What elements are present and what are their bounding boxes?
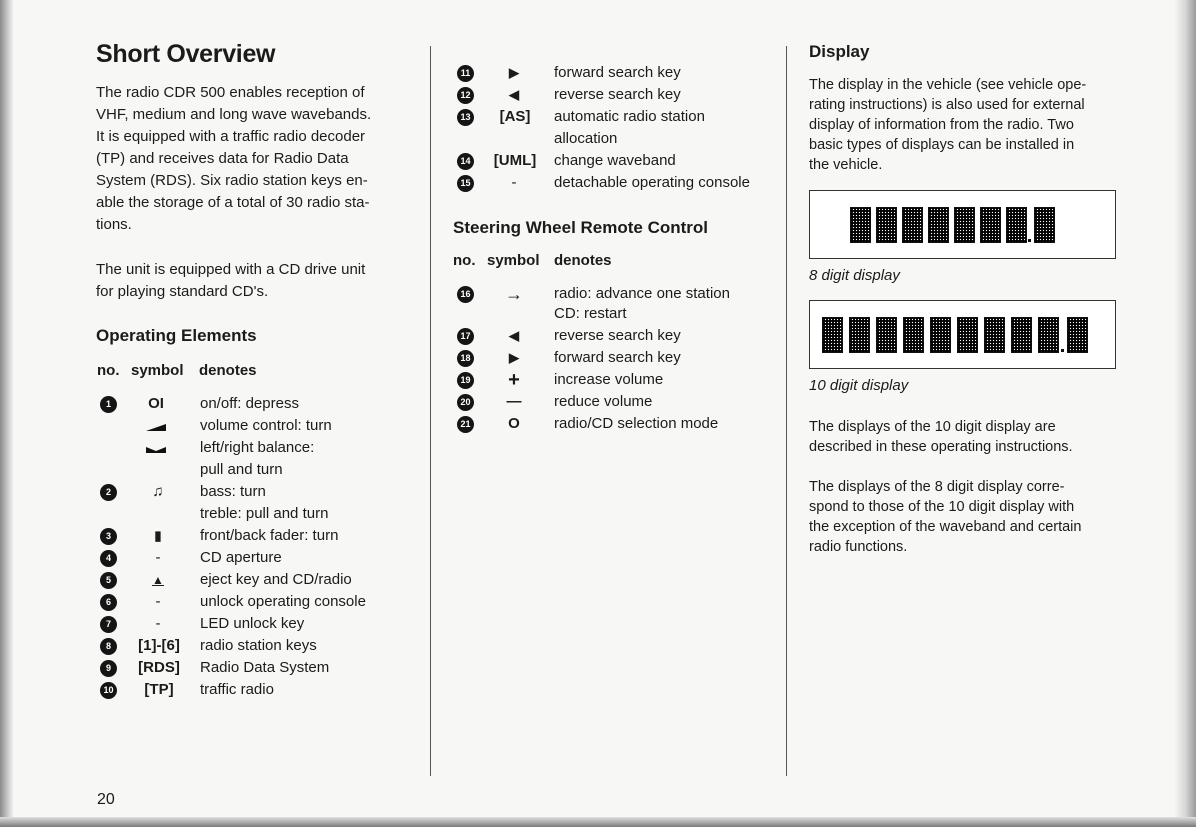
decimal-point [1061, 349, 1064, 352]
fader-icon: ▮ [154, 528, 162, 543]
caption-8-digit: 8 digit display [809, 267, 900, 284]
number-badge: 4 [100, 550, 117, 567]
advance-arrow-icon: → [505, 284, 523, 304]
denotes-text: radio/CD selection mode [554, 415, 719, 432]
balance-icon [144, 437, 168, 466]
digit-segment [903, 317, 924, 353]
denotes-text: reverse search key [554, 86, 681, 103]
number-badge: 20 [457, 394, 474, 411]
denotes-text: automatic radio station [554, 108, 705, 125]
page-number: 20 [97, 791, 115, 808]
denotes-text: forward search key [554, 64, 681, 81]
steering-remote-heading: Steering Wheel Remote Control [453, 218, 709, 237]
operating-elements-heading: Operating Elements [96, 326, 257, 345]
number-badge: 8 [100, 638, 117, 655]
denotes-text: on/off: depress [200, 395, 299, 412]
intro-line: basic types of displays can be installed in [809, 137, 1075, 153]
display-10-digit [809, 300, 1116, 369]
para-line: spond to those of the 10 digit display with [809, 499, 1075, 515]
denotes-text: CD: restart [554, 305, 627, 322]
cd-line: for playing standard CD's. [96, 283, 269, 300]
digit-segment [822, 317, 843, 353]
denotes-text: detachable operating console [554, 174, 750, 191]
intro-line: display of information from the radio. Two [809, 117, 1074, 133]
denotes-text: forward search key [554, 349, 681, 366]
number-badge: 13 [457, 109, 474, 126]
station-keys-symbol: [1]-[6] [138, 637, 180, 654]
intro-line: tions. [96, 216, 132, 233]
display-heading: Display [809, 42, 870, 61]
reverse-arrow-icon: ◀ [509, 87, 519, 102]
page-right-edge [1174, 0, 1196, 827]
number-badge: 5 [100, 572, 117, 589]
uml-symbol: [UML] [493, 152, 537, 169]
number-badge: 15 [457, 175, 474, 192]
intro-line: VHF, medium and long wave wavebands. [96, 106, 372, 123]
number-badge: 14 [457, 153, 474, 170]
intro-line: able the storage of a total of 30 radio sta- [96, 194, 370, 211]
digit-segment [902, 207, 923, 243]
number-badge: 1 [100, 396, 117, 413]
digit-segment [957, 317, 978, 353]
cd-line: The unit is equipped with a CD drive unit [96, 261, 366, 278]
digit-segment [1034, 207, 1055, 243]
digit-segment [1038, 317, 1059, 353]
page-left-edge [0, 0, 14, 827]
denotes-text: pull and turn [200, 461, 283, 478]
denotes-text: traffic radio [200, 681, 274, 698]
denotes-text: CD aperture [200, 549, 282, 566]
denotes-text: radio: advance one station [554, 285, 730, 302]
bass-treble-icon: ♫ [152, 483, 164, 500]
forward-arrow-icon: ▶ [509, 65, 519, 80]
para-line: the exception of the waveband and certain [809, 519, 1082, 535]
number-badge: 10 [100, 682, 117, 699]
number-badge: 17 [457, 328, 474, 345]
number-badge: 19 [457, 372, 474, 389]
denotes-text: increase volume [554, 371, 664, 388]
symbol-dash: - [511, 174, 517, 191]
mode-circle-icon: O [508, 415, 520, 432]
page-title: Short Overview [96, 40, 276, 68]
denotes-text: unlock operating console [200, 593, 366, 610]
col-header-denotes: denotes [554, 252, 612, 269]
number-badge: 11 [457, 65, 474, 82]
symbol-dash: - [155, 549, 161, 566]
symbol-dash: - [155, 615, 161, 632]
decimal-point [1028, 239, 1031, 242]
col-header-symbol: symbol [131, 362, 184, 379]
display-8-digit [809, 190, 1116, 259]
plus-icon: + [508, 369, 520, 391]
col-header-symbol: symbol [487, 252, 540, 269]
intro-line: System (RDS). Six radio station keys en- [96, 172, 368, 189]
para-line: The displays of the 10 digit display are [809, 419, 1056, 435]
denotes-text: volume control: turn [200, 417, 332, 434]
digit-segment [1067, 317, 1088, 353]
denotes-text: left/right balance: [200, 439, 315, 456]
intro-line: the vehicle. [809, 157, 883, 173]
column-divider-left [430, 46, 431, 776]
digit-segment [1006, 207, 1027, 243]
denotes-text: change waveband [554, 152, 676, 169]
number-badge: 2 [100, 484, 117, 501]
forward-arrow-icon: ▶ [509, 350, 519, 365]
denotes-text: bass: turn [200, 483, 266, 500]
reverse-arrow-icon: ◀ [509, 328, 519, 343]
denotes-text: Radio Data System [200, 659, 330, 676]
number-badge: 3 [100, 528, 117, 545]
digit-segment [1011, 317, 1032, 353]
digit-segment [876, 207, 897, 243]
minus-icon: — [506, 393, 522, 410]
digit-segment [849, 317, 870, 353]
denotes-text: front/back fader: turn [200, 527, 339, 544]
caption-10-digit: 10 digit display [809, 377, 909, 394]
denotes-text: treble: pull and turn [200, 505, 329, 522]
column-divider-right [786, 46, 787, 776]
rds-symbol: [RDS] [138, 659, 180, 676]
number-badge: 9 [100, 660, 117, 677]
number-badge: 18 [457, 350, 474, 367]
col-header-denotes: denotes [199, 362, 257, 379]
intro-line: rating instructions) is also used for external [809, 97, 1085, 113]
intro-line: The radio CDR 500 enables reception of [96, 84, 365, 101]
denotes-text: LED unlock key [200, 615, 305, 632]
symbol-dash: - [155, 593, 161, 610]
para-line: The displays of the 8 digit display corre- [809, 479, 1065, 495]
tp-symbol: [TP] [144, 681, 174, 698]
intro-line: (TP) and receives data for Radio Data [96, 150, 349, 167]
number-badge: 6 [100, 594, 117, 611]
digit-segment [876, 317, 897, 353]
number-badge: 12 [457, 87, 474, 104]
denotes-text: radio station keys [200, 637, 317, 654]
para-line: radio functions. [809, 539, 908, 555]
eject-icon: ▲ [152, 573, 164, 587]
power-symbol: OI [148, 395, 164, 412]
number-badge: 16 [457, 286, 474, 303]
digit-segment [930, 317, 951, 353]
digit-segment [954, 207, 975, 243]
intro-line: The display in the vehicle (see vehicle ope- [809, 77, 1087, 93]
denotes-text: eject key and CD/radio [200, 571, 352, 588]
denotes-text: reverse search key [554, 327, 681, 344]
digit-segment [984, 317, 1005, 353]
intro-line: It is equipped with a traffic radio decoder [96, 128, 366, 145]
number-badge: 7 [100, 616, 117, 633]
para-line: described in these operating instructions. [809, 439, 1073, 455]
col-header-no: no. [97, 362, 120, 379]
denotes-text: allocation [554, 130, 618, 147]
denotes-text: reduce volume [554, 393, 653, 410]
as-symbol: [AS] [499, 108, 531, 125]
digit-segment [980, 207, 1001, 243]
number-badge: 21 [457, 416, 474, 433]
digit-segment [850, 207, 871, 243]
page-bottom-edge [0, 817, 1196, 827]
col-header-no: no. [453, 252, 476, 269]
digit-segment [928, 207, 949, 243]
